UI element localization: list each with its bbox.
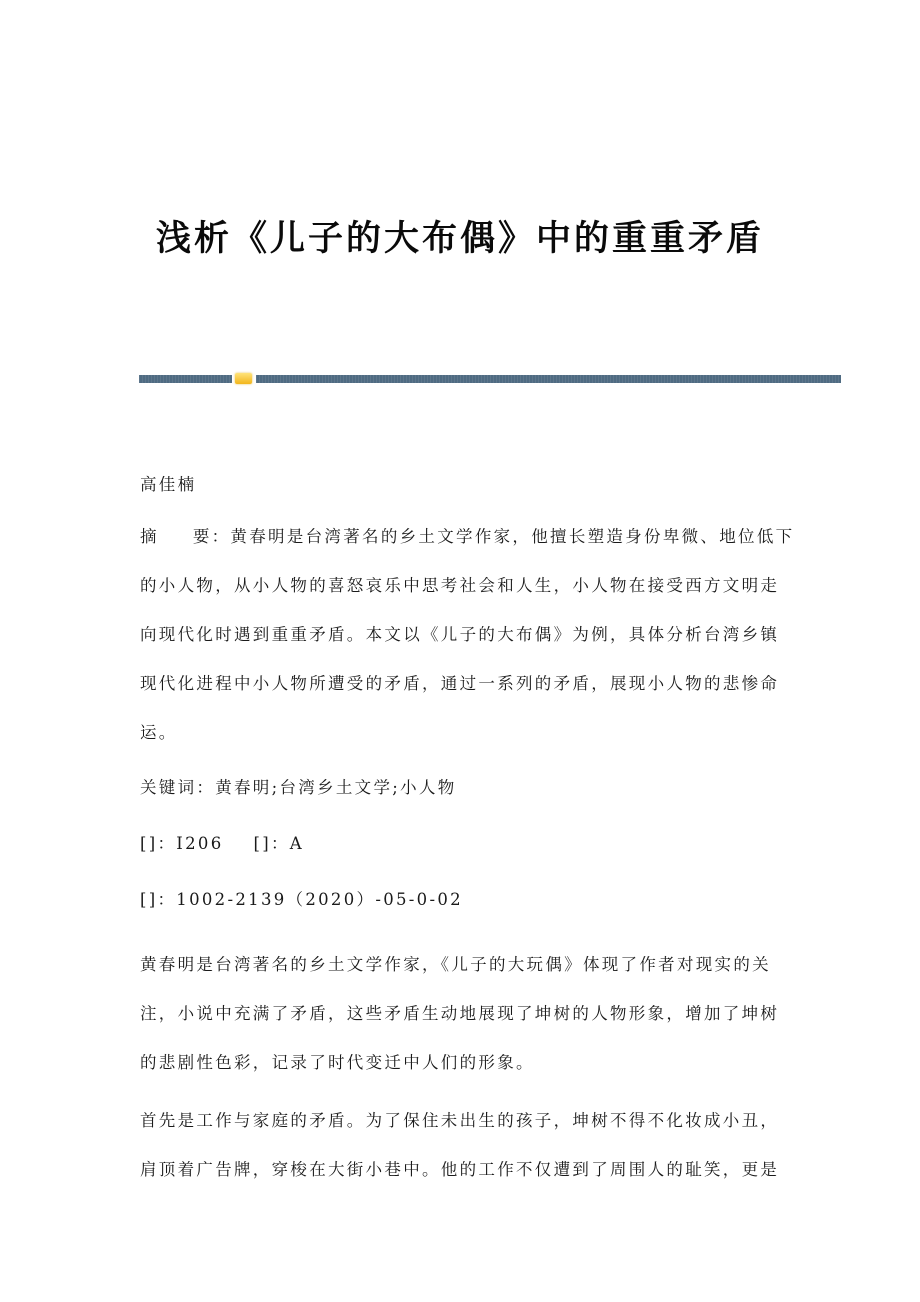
body-line: 首先是工作与家庭的矛盾。为了保住未出生的孩子，坤树不得不化妆成小丑， [140,1111,780,1130]
abstract-line: 运。 [140,723,178,742]
abstract-text: 黄春明是台湾著名的乡土文学作家，他擅长塑造身份卑微、地位低下 [230,527,795,546]
divider-ornament-icon [235,373,252,384]
classification [140,829,785,858]
abstract [140,512,795,757]
abstract-label-right: 要： [192,527,231,546]
body-line: 肩顶着广告牌，穿梭在大街小巷中。他的工作不仅遭到了周围人的耻笑，更是 [140,1160,780,1179]
body-line: 注，小说中充满了矛盾，这些矛盾生动地展现了坤树的人物形象，增加了坤树 [140,1004,780,1023]
abstract-label-left: 摘 [140,527,159,546]
clc-label: []： [140,834,177,853]
article-id [140,885,785,914]
keywords [140,773,785,802]
doc-code-label: []： [253,834,290,853]
article-id-label: []： [140,890,177,909]
body-paragraph-1 [140,940,785,1087]
abstract-line: 向现代化时遇到重重矛盾。本文以《儿子的大布偶》为例，具体分析台湾乡镇 [140,625,780,644]
keywords-value: 黄春明;台湾乡土文学;小人物 [215,778,457,797]
clc-value: I206 [176,834,224,853]
abstract-line: 的小人物，从小人物的喜怒哀乐中思考社会和人生，小人物在接受西方文明走 [140,576,780,595]
doc-code-value: A [289,834,304,853]
keywords-label: 关键词： [140,778,216,797]
document-title: 浅析《儿子的大布偶》中的重重矛盾 [155,218,764,260]
title-divider-right [256,375,841,383]
body-line: 黄春明是台湾著名的乡土文学作家，《儿子的大玩偶》体现了作者对现实的关 [140,955,771,974]
body-line: 的悲剧性色彩，记录了时代变迁中人们的形象。 [140,1053,535,1072]
abstract-line: 现代化进程中小人物所遭受的矛盾，通过一系列的矛盾，展现小人物的悲惨命 [140,674,780,693]
abstract-line [140,512,795,561]
body-paragraph-2 [140,1096,785,1194]
article-id-value: 1002-2139（2020）-05-0-02 [176,890,463,909]
title-divider-left [139,375,232,383]
author-name: 高佳楠 [140,475,197,494]
